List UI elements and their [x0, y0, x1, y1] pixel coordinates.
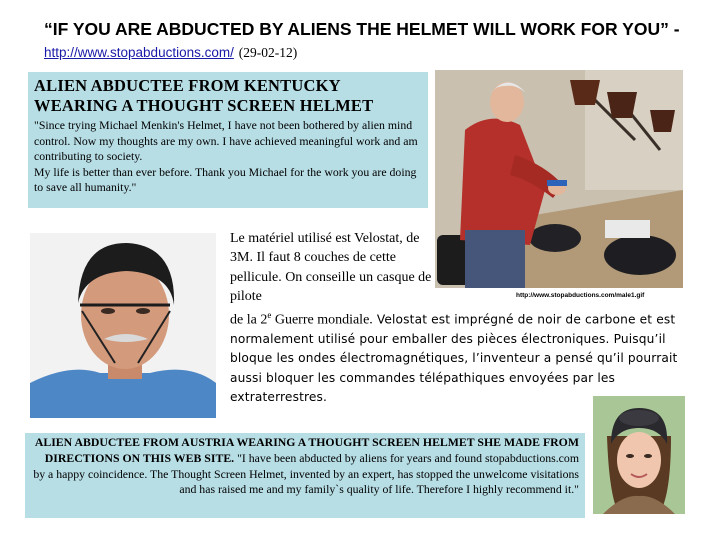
kentucky-quote-part1: "Since trying Michael Menkin's Helmet, I have not been bothered by alien mind control. Now my thoughts are my own. I have achieved meaningful work and am contributing to society.: [34, 118, 418, 164]
french-line-end: Guerre mondiale.: [271, 312, 373, 328]
man-portrait-illustration: [30, 233, 216, 418]
kentucky-heading: [34, 76, 422, 116]
french-superscript: e: [267, 310, 272, 320]
french-rest: Velostat est imprégné de noir de carbone et est normalement utilisé pour emballer des pièces électroniques. Puisqu’il bloque les ondes électromagnétiques, l’inventeur a pensé qu’il pourrait aussi bloquer les commandes télépathiques envoyées par les extraterrestres.: [230, 312, 678, 405]
kentucky-quote-part2: My life is better than ever before. Thank you Michael for the work you are doing to save all humanity.": [34, 164, 417, 195]
kentucky-testimonial-box: [28, 72, 428, 208]
title-text: “IF YOU ARE ABDUCTED BY ALIENS THE HELMET WILL WORK FOR YOU” -: [44, 19, 680, 39]
photo-man-wearing-helmet: [30, 233, 216, 418]
stopabductions-link[interactable]: http://www.stopabductions.com/: [44, 45, 234, 60]
photo-caption-url: http://www.stopabductions.com/male1.gif: [516, 292, 645, 299]
photo-girl-wearing-helmet: [593, 396, 685, 514]
slide-title: [44, 18, 704, 64]
photo-man-at-workbench: [435, 70, 683, 288]
austria-quote: "I have been abducted by aliens for years and found stopabductions.com by a happy coincidence. The Thought Screen Helmet, invented by an expert, has stopped the unwelcome visitations and has raised me and my family`s quality of life. Therefore I highly recommend it.": [33, 450, 579, 497]
kentucky-heading-line1: ALIEN ABDUCTEE FROM KENTUCKY: [34, 76, 341, 95]
french-paragraph-part1: Le matériel utilisé est Velostat, de 3M. Il faut 8 couches de cette pellicule. On conseille un casque de pilote: [230, 231, 432, 305]
kentucky-heading-line2: WEARING A THOUGHT SCREEN HELMET: [34, 96, 374, 115]
workbench-photo-illustration: [435, 70, 683, 288]
austria-testimonial-box: [25, 433, 585, 518]
kentucky-quote: [34, 118, 422, 196]
title-date: (29-02-12): [238, 45, 298, 60]
french-line-start: de la 2: [230, 312, 268, 328]
french-paragraph-part2: [230, 306, 690, 408]
austria-heading: ALIEN ABDUCTEE FROM AUSTRIA WEARING A THOUGHT SCREEN HELMET SHE MADE FROM DIRECTIONS ON THIS WEB SITE.: [34, 435, 579, 465]
girl-portrait-illustration: [593, 396, 685, 514]
